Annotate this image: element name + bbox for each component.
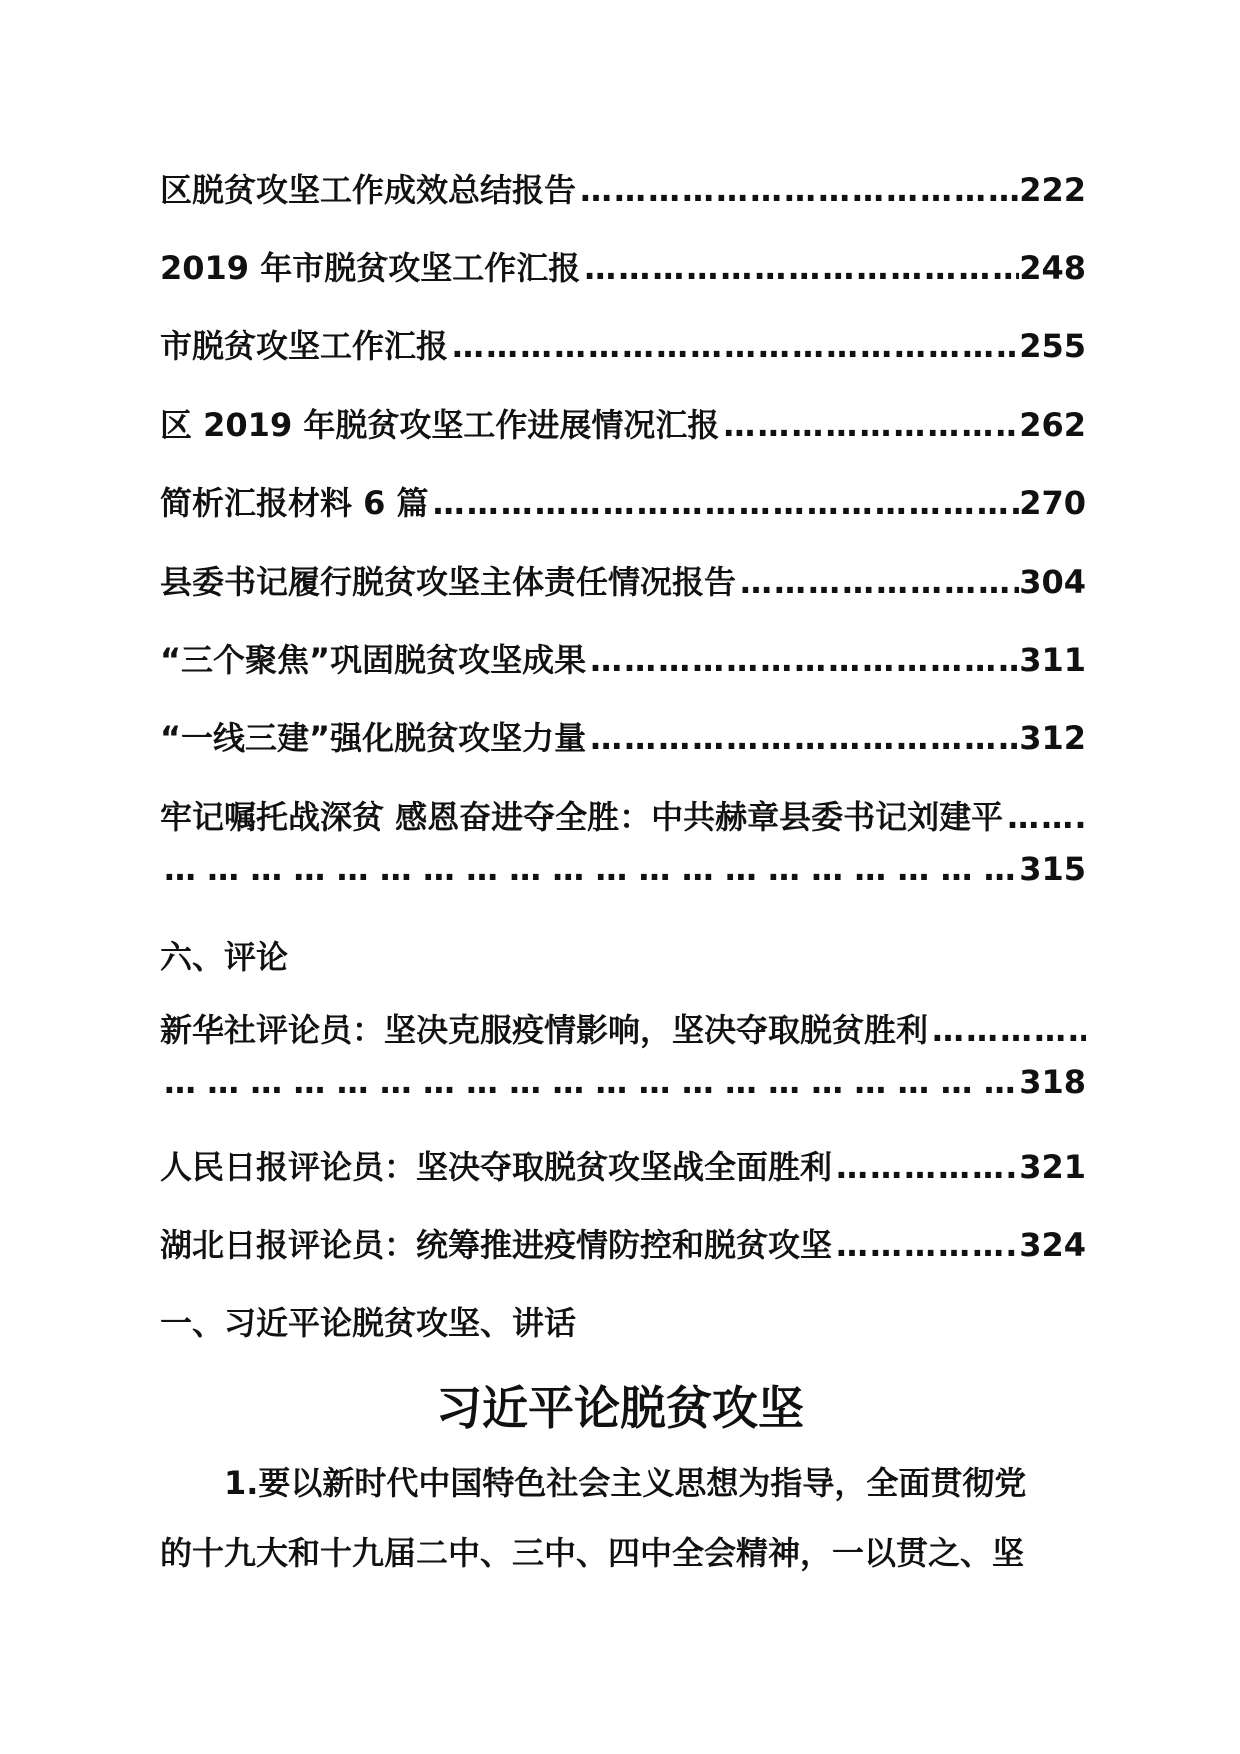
toc-entry[interactable] [160,165,1086,215]
toc-entry[interactable] [160,1142,1086,1192]
toc-entry-title: 新华社评论员：坚决克服疫情影响，坚决夺取脱贫胜利 [160,1011,929,1049]
toc-entry-title: 湖北日报评论员：统筹推进疫情防控和脱贫攻坚 [160,1226,833,1264]
toc-entry-page: 312 [1019,719,1086,757]
section-heading: 六、评论 [160,938,289,976]
toc-entry-title: 牢记嘱托战深贫 感恩奋进夺全胜：中共赫章县委书记刘建平 [160,798,1004,836]
toc-leader-dots [832,1148,1019,1186]
toc-leader-dots [429,484,1020,522]
toc-entry-title: 人民日报评论员：坚决夺取脱贫攻坚战全面胜利 [160,1148,833,1186]
body-paragraph-line: 的十九大和十九届二中、三中、四中全会精神，一以贯之、坚 [160,1534,1025,1572]
toc-entry-page: 311 [1019,641,1086,679]
toc-entry[interactable] [160,557,1086,607]
document-title: 习近平论脱贫攻坚 [436,1381,804,1435]
toc-entry-continuation[interactable] [160,1063,1086,1113]
toc-leader-dots [586,719,1019,757]
toc-entry-title: “一线三建”强化脱贫攻坚力量 [160,719,587,757]
toc-entry[interactable] [160,792,1086,842]
toc-entry[interactable] [160,400,1086,450]
toc-entry-page: 324 [1019,1226,1086,1264]
toc-entry-page: 304 [1019,563,1086,601]
toc-entry[interactable] [160,635,1086,685]
toc-entry-page: 270 [1019,484,1086,522]
toc-leader-dots [576,171,1019,209]
toc-entry-page: 222 [1019,171,1086,209]
toc-entry-title: 区脱贫攻坚工作成效总结报告 [160,171,577,209]
toc-leader-dots [736,563,1019,601]
toc-entry-page: 262 [1019,406,1086,444]
toc-entry[interactable] [160,243,1086,293]
toc-entry-page: 321 [1019,1148,1086,1186]
toc-leader-dots [160,850,1019,888]
toc-entry-page: 315 [1019,850,1086,888]
toc-entry-title: 市脱贫攻坚工作汇报 [160,327,449,365]
toc-leader-dots [928,1011,1086,1049]
toc-entry[interactable] [160,713,1086,763]
toc-leader-dots [1003,798,1086,836]
toc-entry-page: 318 [1019,1063,1086,1101]
toc-entry-page: 248 [1019,249,1086,287]
toc-entry[interactable] [160,321,1086,371]
toc-leader-dots [586,641,1019,679]
section-heading: 一、习近平论脱贫攻坚、讲话 [160,1304,577,1342]
toc-entry-title: 区 2019 年脱贫攻坚工作进展情况汇报 [160,406,720,444]
toc-entry-title: “三个聚焦”巩固脱贫攻坚成果 [160,641,587,679]
toc-leader-dots [448,327,1019,365]
toc-entry-continuation[interactable] [160,850,1086,900]
toc-leader-dots [160,1063,1019,1101]
toc-entry-title: 2019 年市脱贫攻坚工作汇报 [160,249,581,287]
toc-entry-page: 255 [1019,327,1086,365]
toc-entry[interactable] [160,1220,1086,1270]
toc-entry-title: 县委书记履行脱贫攻坚主体责任情况报告 [160,563,737,601]
toc-leader-dots [580,249,1019,287]
toc-leader-dots [719,406,1019,444]
toc-entry-title: 简析汇报材料 6 篇 [160,484,429,522]
toc-entry[interactable] [160,478,1086,528]
toc-leader-dots [832,1226,1019,1264]
toc-entry[interactable] [160,1005,1086,1055]
body-paragraph-line: 1.要以新时代中国特色社会主义思想为指导，全面贯彻党 [224,1464,1027,1502]
